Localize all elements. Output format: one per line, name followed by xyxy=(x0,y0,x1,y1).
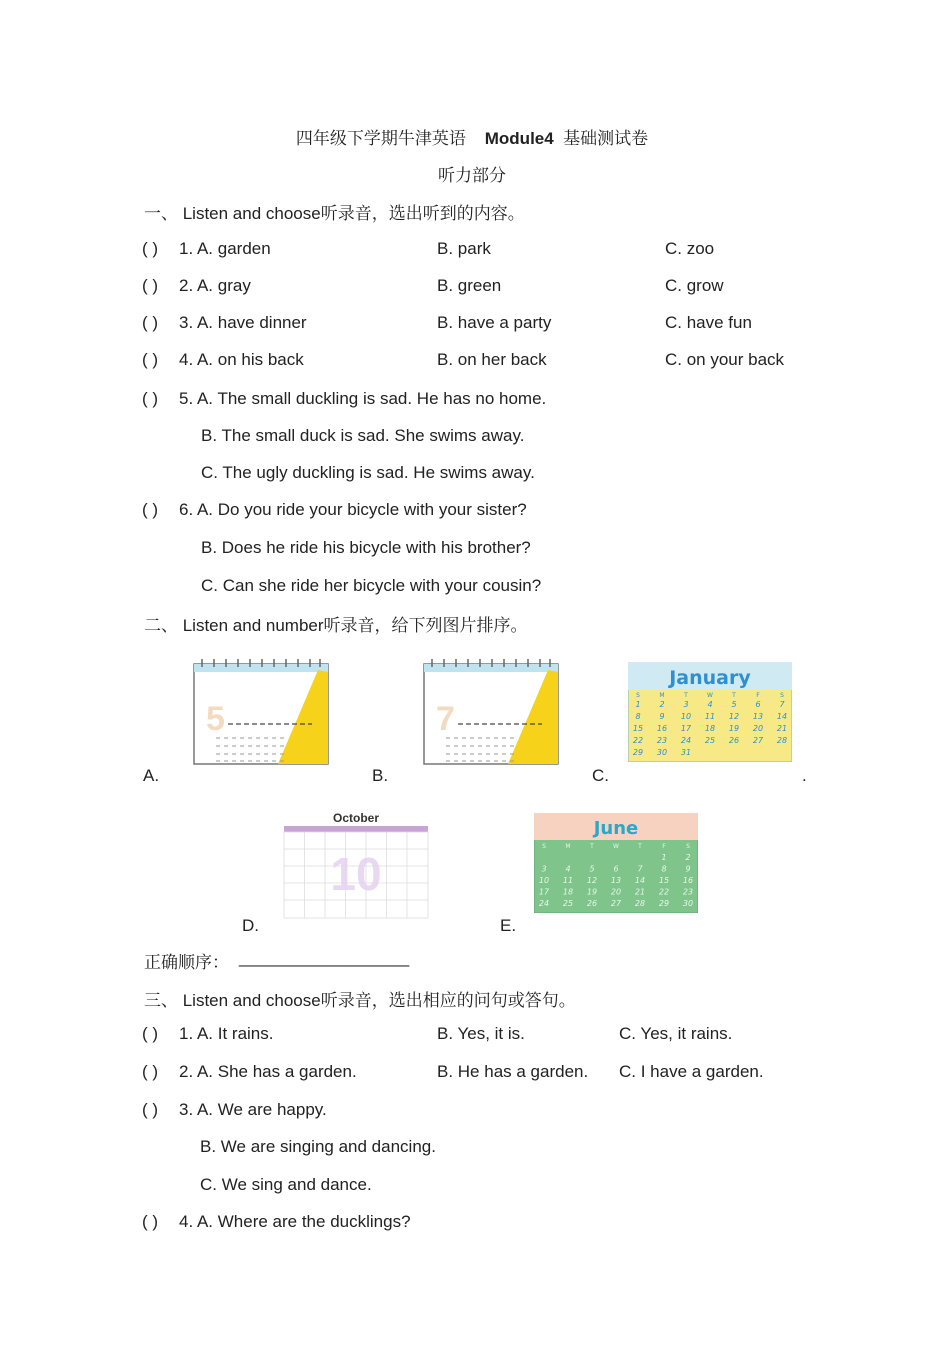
option-a: 2. A. gray xyxy=(179,276,251,295)
calendar-day: 5 xyxy=(731,700,737,709)
option-b: B. He has a garden. xyxy=(437,1062,589,1081)
calendar-day: 9 xyxy=(659,712,665,721)
calendar-day: 28 xyxy=(634,899,646,908)
answer-paren[interactable]: ( ) xyxy=(142,239,159,258)
calendar-day: 28 xyxy=(776,736,788,745)
calendar-day: 26 xyxy=(728,736,740,745)
option-a: 4. A. on his back xyxy=(179,350,304,369)
page-subtitle: 听力部分 xyxy=(438,166,506,185)
order-label: 正确顺序： xyxy=(144,953,229,972)
option-b: B. park xyxy=(437,239,491,258)
calendar-number: 5 xyxy=(206,700,225,738)
calendar-day: 29 xyxy=(632,748,644,757)
calendar-day: 30 xyxy=(682,899,694,908)
calendar-day: 3 xyxy=(541,864,547,874)
option-c: C. We sing and dance. xyxy=(200,1175,372,1194)
calendar-day: 12 xyxy=(728,712,740,721)
section1-heading: 一、 Listen and choose听录音，选出听到的内容。 xyxy=(144,204,525,223)
calendar-day: 19 xyxy=(586,887,598,897)
option-c: C. on your back xyxy=(665,350,785,369)
calendar-day: 5 xyxy=(589,864,595,874)
calendar-number: 7 xyxy=(436,700,455,738)
option-c: C. Yes, it rains. xyxy=(619,1024,733,1043)
option-c: C. grow xyxy=(665,276,724,295)
calendar-day: 4 xyxy=(707,700,713,709)
weekday-label: S xyxy=(636,692,640,699)
calendar-day: 20 xyxy=(610,887,622,897)
calendar-day: 18 xyxy=(704,724,716,733)
picture-label-c: C. xyxy=(592,766,609,785)
picture-label-a: A. xyxy=(143,766,160,785)
calendar-day: 4 xyxy=(565,864,571,874)
calendar-day: 24 xyxy=(538,899,550,908)
calendar-day: 8 xyxy=(661,864,667,874)
answer-paren[interactable]: ( ) xyxy=(142,1100,159,1119)
calendar-day: 22 xyxy=(658,887,670,897)
weekday-label: S xyxy=(542,843,546,850)
weekday-label: T xyxy=(684,692,688,699)
section2-heading: 二、 Listen and number听录音，给下列图片排序。 xyxy=(144,616,528,635)
calendar-day: 30 xyxy=(656,748,668,757)
october-calendar-image xyxy=(282,810,430,920)
option-b: B. green xyxy=(437,276,502,295)
calendar-day: 7 xyxy=(779,700,785,709)
calendar-day: 1 xyxy=(635,700,641,709)
picture-label-e: E. xyxy=(500,916,517,935)
calendar-day: 13 xyxy=(610,876,622,885)
calendar-day: 11 xyxy=(704,712,716,721)
weekday-label: W xyxy=(707,692,713,699)
option-a: 4. A. Where are the ducklings? xyxy=(179,1212,411,1231)
answer-paren[interactable]: ( ) xyxy=(142,1062,159,1081)
calendar-day: 26 xyxy=(586,899,598,908)
june-calendar-image xyxy=(534,813,698,913)
option-a: 6. A. Do you ride your bicycle with your sister? xyxy=(179,500,527,519)
option-a: 1. A. It rains. xyxy=(179,1024,274,1043)
calendar-day: 1 xyxy=(661,853,667,862)
calendar-title: January xyxy=(669,667,751,689)
calendar-day: 27 xyxy=(610,899,622,908)
calendar-day: 14 xyxy=(634,876,646,885)
calendar-day: 29 xyxy=(658,899,670,908)
calendar-day: 6 xyxy=(755,700,761,709)
option-b: B. The small duck is sad. She swims away. xyxy=(201,426,525,445)
calendar-title: June xyxy=(593,818,639,839)
calendar-day: 8 xyxy=(635,712,641,721)
calendar-day: 15 xyxy=(658,876,670,885)
option-a: 5. A. The small duckling is sad. He has no home. xyxy=(179,389,547,408)
answer-paren[interactable]: ( ) xyxy=(142,1024,159,1043)
picture-label-d: D. xyxy=(242,916,259,935)
option-b: B. Does he ride his bicycle with his brother? xyxy=(201,538,531,557)
calendar-day: 6 xyxy=(613,864,619,874)
calendar-day: 31 xyxy=(680,748,692,757)
calendar-day: 2 xyxy=(685,853,691,862)
calendar-day: 24 xyxy=(680,736,692,745)
answer-paren[interactable]: ( ) xyxy=(142,500,159,519)
option-c: C. Can she ride her bicycle with your cousin? xyxy=(201,576,542,595)
calendar-day: 16 xyxy=(656,724,668,733)
section3-heading: 三、 Listen and choose听录音，选出相应的问句或答句。 xyxy=(144,991,576,1010)
january-calendar-image xyxy=(628,662,792,762)
answer-paren[interactable]: ( ) xyxy=(142,350,159,369)
calendar-title: October xyxy=(332,811,380,825)
calendar-day: 11 xyxy=(562,876,574,885)
option-a: 1. A. garden xyxy=(179,239,271,258)
answer-paren[interactable]: ( ) xyxy=(142,1212,159,1231)
weekday-label: T xyxy=(732,692,736,699)
weekday-label: S xyxy=(780,692,784,699)
desk-calendar-image-b xyxy=(422,658,562,768)
calendar-day: 15 xyxy=(632,724,644,733)
calendar-day: 12 xyxy=(586,876,598,885)
calendar-day: 21 xyxy=(776,724,788,733)
calendar-day: 23 xyxy=(682,887,694,897)
answer-paren[interactable]: ( ) xyxy=(142,313,159,332)
calendar-day: 25 xyxy=(704,736,716,745)
weekday-label: M xyxy=(565,843,571,850)
desk-calendar-image-a xyxy=(192,658,332,768)
weekday-label: F xyxy=(662,843,666,850)
option-c: C. zoo xyxy=(665,239,715,258)
calendar-day: 23 xyxy=(656,736,668,745)
weekday-label: F xyxy=(756,692,760,699)
calendar-day: 21 xyxy=(634,887,646,897)
calendar-day: 17 xyxy=(538,887,550,897)
option-c: C. have fun xyxy=(665,313,752,332)
option-c: C. I have a garden. xyxy=(619,1062,764,1081)
weekday-label: W xyxy=(613,843,619,850)
calendar-day: 18 xyxy=(562,887,574,897)
calendar-day: 19 xyxy=(728,724,740,733)
calendar-day: 13 xyxy=(752,712,764,721)
calendar-day: 7 xyxy=(637,864,643,874)
weekday-label: S xyxy=(686,843,690,850)
option-c: C. The ugly duckling is sad. He swims away. xyxy=(201,463,535,482)
weekday-label: M xyxy=(659,692,665,699)
answer-paren[interactable]: ( ) xyxy=(142,276,159,295)
page-title: 四年级下学期牛津英语 Module4 基础测试卷 xyxy=(295,129,649,148)
calendar-day: 27 xyxy=(752,736,764,745)
option-b: B. on her back xyxy=(437,350,547,369)
calendar-day: 22 xyxy=(632,736,644,745)
option-a: 3. A. have dinner xyxy=(179,313,307,332)
weekday-label: T xyxy=(590,843,594,850)
option-b: B. have a party xyxy=(437,313,552,332)
picture-label-b: B. xyxy=(372,766,389,785)
option-a: 2. A. She has a garden. xyxy=(179,1062,357,1081)
calendar-day: 9 xyxy=(685,864,691,874)
option-b: B. Yes, it is. xyxy=(437,1024,525,1043)
calendar-day: 20 xyxy=(752,724,764,733)
calendar-day: 25 xyxy=(562,899,574,908)
weekday-label: T xyxy=(638,843,642,850)
calendar-day: 2 xyxy=(659,700,665,709)
option-a: 3. A. We are happy. xyxy=(179,1100,327,1119)
calendar-day: 10 xyxy=(680,712,692,721)
answer-paren[interactable]: ( ) xyxy=(142,389,159,408)
calendar-day: 14 xyxy=(776,712,788,721)
order-answer-blank[interactable]: __________________ xyxy=(239,948,410,967)
trailing-dot: . xyxy=(802,766,807,785)
calendar-day: 10 xyxy=(538,876,550,885)
calendar-day: 17 xyxy=(680,724,692,733)
calendar-day: 3 xyxy=(683,700,689,709)
option-b: B. We are singing and dancing. xyxy=(200,1137,436,1156)
calendar-day: 16 xyxy=(682,876,694,885)
calendar-big-number: 10 xyxy=(330,848,382,900)
